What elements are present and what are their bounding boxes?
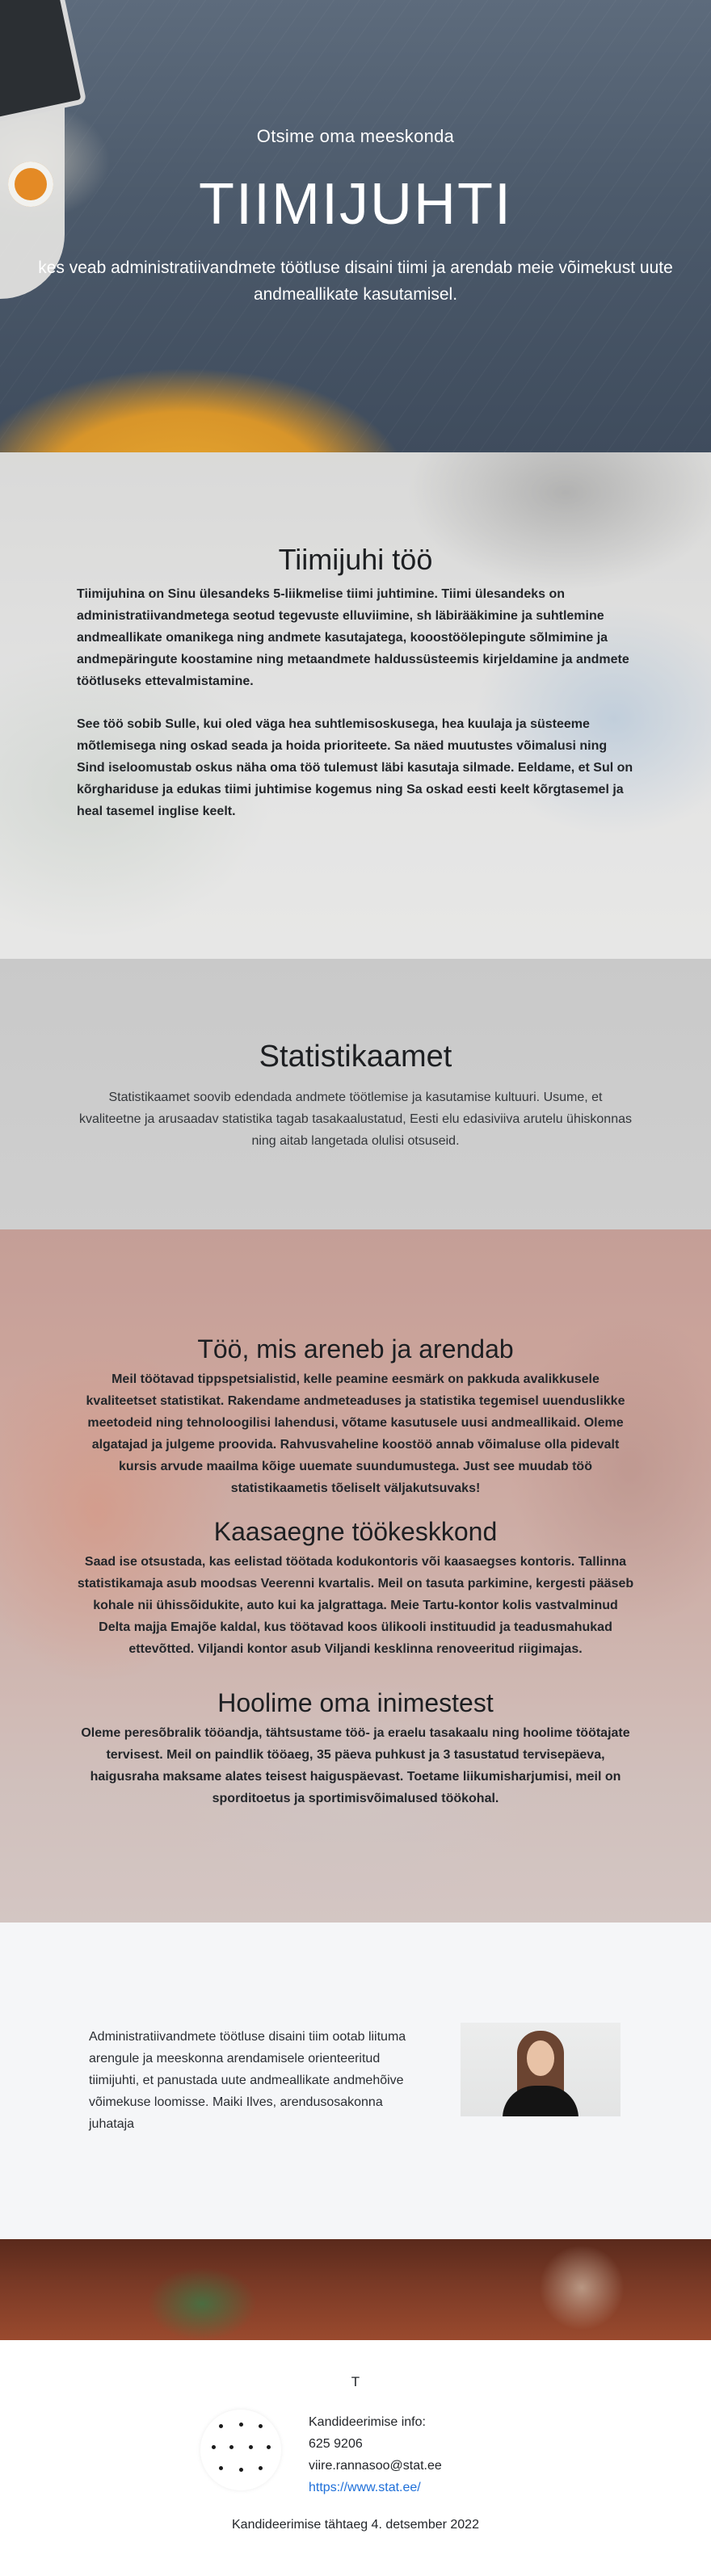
job-paragraph: Tiimijuhina on Sinu ülesandeks 5-liikmelise tiimi juhtimine. Tiimi ülesandeks on administratiivandmetega seotud tegevuste elluviimine, sh läbirääkimine ja suhtlemine andmeallikate omanikega ning andmete kasutajatega, kooostöölepingute sõlmimine ja andmepäringute koostamine ning metaandmete haldussüsteemis kirjeldamine ja andmete töötluseks ettevalmistamine. [77,587,629,688]
benefit-title: Hoolime oma inimestest [217,1688,494,1717]
organization-section [0,959,711,1229]
testimonial-photo [461,2023,621,2116]
photo-body [503,2086,578,2116]
job-paragraph: See töö sobib Sulle, kui oled väga hea suhtlemisoskusega, hea kuulaja ja süsteeme mõtlemisega ning oskad seada ja hoida prioriteete. Sa näed muutustes võimalusi ning Sind iseloomustab oskus näha oma töö tulemust läbi kasutaja silmade. Eeldame, et Sul on kõrghariduse ja edukas tiimi juhtimise kogemus ning Sa oskad eesti keelt kõrgtasemel ja heal tasemel inglise keelt. [77,717,633,818]
decorative-photo-strip [0,2239,711,2340]
hero-kicker: Otsime oma meeskonda [256,126,455,146]
hero-title: TIIMIJUHTI [199,172,512,237]
organization-title: Statistikaamet [259,1040,452,1074]
testimonial-text: Administratiivandmete töötluse disaini tiim ootab liituma arengule ja meeskonna arendamisele orienteeritud tiimijuhti, et panustada uute andmeallikate andmehõive võimekuse loomisse. Maiki Ilves, arendusosakonna juhataja [89,2030,406,2131]
background-overlay [0,452,711,959]
website-link[interactable]: https://www.stat.ee/ [309,2481,421,2494]
hero-subtitle-line: kes veab administratiivandmete töötluse disaini tiimi ja arendab meie võimekust uute [38,258,673,277]
stat-logo-icon [200,2410,281,2490]
benefit-text: Saad ise otsustada, kas eelistad töötada kodukontoris või kaasaegses kontoris. Tallinna statistikamaja asub moodsas Veerenni kvartalis. Meil on tasuta parkimine, kergesti pääseb kohale nii ühissõidukite, auto kui ka jalgrattaga. Meie Tartu-kontor kolis vastvalminud Delta majja Emajõe kaldal, kus töötavad koos ülikooli instituudid ja teadusmahukad ettevõtted. Viljandi kontor asub Viljandi kesklinna renoveeritud riigimajas. [77,1555,634,1656]
benefit-text: Oleme peresõbralik tööandja, tähtsustame töö- ja eraelu tasakaalu ning hoolime töötajate tervisest. Meil on paindlik tööaeg, 35 päeva puhkust ja 3 tasustatud tervisepäeva, haigusraha maksame alates teisest haiguspäevast. Toetame liikumisharjumisi, meil on sporditoetus ja sportimisvõimalused töökohal. [81,1726,630,1805]
benefit-title: Kaasaegne töökeskkond [213,1517,498,1546]
hero-banner [0,0,711,452]
benefits-section [0,1229,711,1923]
benefit-text: Meil töötavad tippspetsialistid, kelle peamine eesmärk on pakkuda avalikkusele kvaliteetset statistikat. Rakendame andmeteaduses ja statistika tegemisel uuenduslikke meetodeid ning tehnoloogilisi lahendusi, võtame kasutusele uusi andmeallikaid. Oleme algatajad ja julgeme proovida. Rahvusvaheline koostöö annab võimaluse olla pidevalt kursis arvude maailma kõige uuemate suundumustega. Just see muudab töö statistikaametis tõeliselt väljakutsuvaks! [86,1372,625,1495]
contact-phone[interactable]: 625 9206 [309,2437,363,2451]
benefit-title: Töö, mis areneb ja arendab [197,1334,514,1364]
contact-email[interactable]: viire.rannasoo@stat.ee [309,2459,442,2473]
application-deadline: Kandideerimise tähtaeg 4. detsember 2022 [232,2518,479,2532]
hero-subtitle [0,254,711,308]
hero-subtitle-line: andmeallikate kasutamisel. [253,285,458,304]
job-section-title: Tiimijuhi töö [278,543,433,576]
job-description-section [0,452,711,959]
hero-background-laptop [0,0,87,124]
contact-info [309,2411,442,2498]
photo-face [527,2040,554,2076]
contact-section [0,2340,711,2576]
organization-description: Statistikaamet soovib edendada andmete töötlemise ja kasutamise kultuuri. Usume, et kvaliteetne ja arusaadav statistika tagab tasakaalustatud, Eesti elu edasiviiva arutelu ühiskonnas ning aitab langetada olulisi otsuseid. [79,1090,632,1148]
contact-letter: T [351,2374,360,2389]
testimonial-section [0,1923,711,2239]
contact-label: Kandideerimise info: [309,2415,426,2429]
